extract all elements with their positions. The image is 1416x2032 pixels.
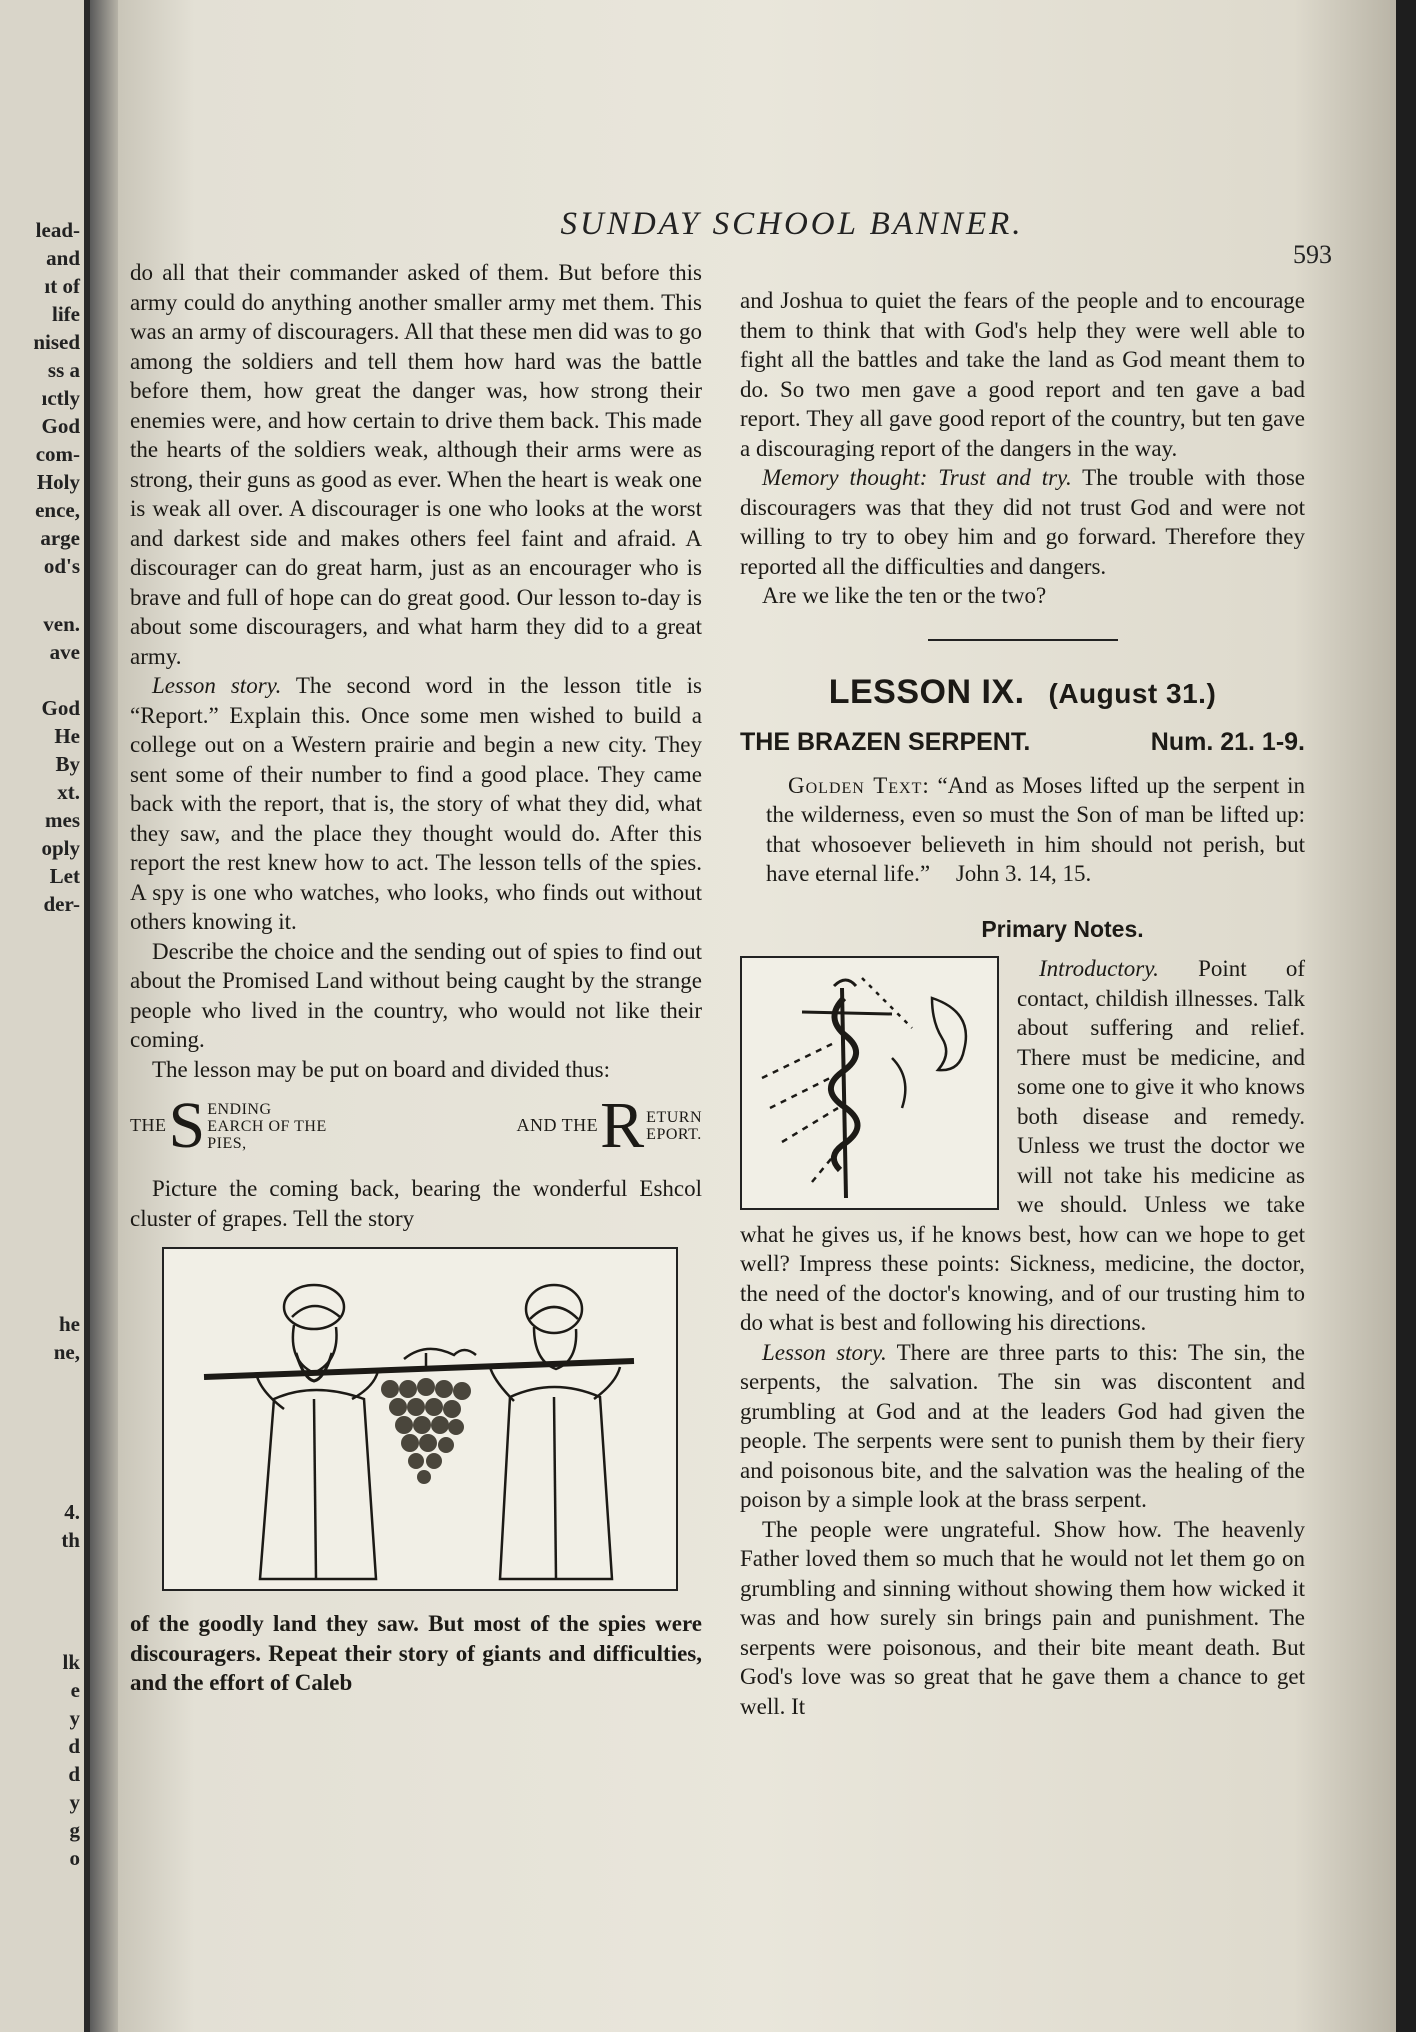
board-return-group xyxy=(516,1089,702,1162)
right-paragraph-5 xyxy=(740,1338,1305,1515)
previous-page-fragment: ıctly xyxy=(41,386,80,410)
lesson-title-line xyxy=(740,725,1305,759)
previous-page-fragment: 4. xyxy=(64,1500,80,1524)
page-edge-shadow xyxy=(1396,0,1416,2032)
board-eturn: ETURN xyxy=(646,1109,702,1126)
left-paragraph-2 xyxy=(130,671,702,937)
previous-page-fragment: and xyxy=(46,246,80,270)
previous-page-fragment: y xyxy=(69,1706,80,1730)
right-paragraph-4-text: Point of contact, childish illnesses. Talk about suffering and relief. There must be medicine, and some one to give it who knows both disease and remedy. Unless we trust the doctor we will not take his medicine as we should. Unless we take what he gives us, if he knows best, how can we hope to get well? Impress these points: Sickness, medicine, the doctor, the need of the doctor's knowing, and of our trusting him to do what is best and following his directions. xyxy=(740,956,1305,1335)
golden-text-label: Golden Text: xyxy=(788,772,930,798)
lesson-title: THE BRAZEN SERPENT. xyxy=(740,727,1031,756)
right-paragraph-6: The people were ungrateful. Show how. The heavenly Father loved them so much that he would not let them go on grumbling and sinning without showing them how wicked it was and how surely sin brings pain and punishment. The serpents were poisonous, and their bite meant death. But God's love was so great that he gave them a chance to get well. It xyxy=(740,1516,1305,1719)
board-pies: PIES, xyxy=(207,1134,247,1152)
previous-page-fragment: der- xyxy=(43,892,80,916)
previous-page-fragment: com- xyxy=(35,442,80,466)
board-outline xyxy=(130,1089,702,1162)
previous-page-fragment: ss a xyxy=(47,358,80,382)
previous-page-fragment: o xyxy=(69,1846,80,1870)
previous-page-fragment: ven. xyxy=(43,612,80,636)
previous-page-fragment: He xyxy=(54,724,80,748)
previous-page-fragment: y xyxy=(69,1790,80,1814)
board-eport: EPORT. xyxy=(646,1126,702,1143)
golden-text xyxy=(740,771,1305,889)
previous-page-fragment: lk xyxy=(62,1650,80,1674)
previous-page-fragment: ıt of xyxy=(44,274,80,298)
right-paragraph-2-text: The trouble with those discouragers was that they did not trust God and were not willing to try to obey him and go forward. Therefore they reported all the difficulties and dangers. xyxy=(740,465,1305,579)
previous-page-fragment: e xyxy=(70,1678,80,1702)
previous-page-fragment: God xyxy=(41,696,80,720)
previous-page-fragment: Holy xyxy=(36,470,80,494)
memory-thought-label: Memory thought: Trust and try. xyxy=(762,465,1072,490)
previous-page-edge xyxy=(0,0,90,2032)
lesson-scripture-ref: Num. 21. 1-9. xyxy=(1150,727,1305,756)
previous-page-fragment: d xyxy=(68,1762,80,1786)
board-earch-of-the: EARCH OF THE xyxy=(207,1117,327,1135)
previous-page-fragment: ence, xyxy=(35,498,80,522)
previous-page-fragment: th xyxy=(61,1528,80,1552)
right-paragraph-5-text: There are three parts to this: The sin, the serpents, the salvation. The sin was discontent and grumbling at God and at the leaders God had given the people. The serpents were sent to punish them by their fiery and poisonous bite, and the salvation was the healing of the poison by a simple look at the brass serpent. xyxy=(740,1339,1306,1512)
previous-page-fragment: lead- xyxy=(35,218,80,242)
golden-text-ref: John 3. 14, 15. xyxy=(955,861,1092,886)
previous-page-fragment: nised xyxy=(33,330,80,354)
previous-page-fragment: xt. xyxy=(57,780,80,804)
previous-page-fragment: d xyxy=(68,1734,80,1758)
previous-page-fragment: life xyxy=(52,302,80,326)
left-paragraph-1: do all that their commander asked of them. But before this army could do anything another smaller army met them. This was an army of discouragers. All that these men did was to go among the soldiers and tell them how hard was the battle before them, how great the danger was, how strong their enemies were, and how certain to drive them back. This made the hearts of the soldiers weak, although their arms were as strong, their guns as good as ever. When the heart is weak one is weak all over. A discourager is one who looks at the worst and darkest side and makes others feel faint and afraid. A discourager can do great harm, just as an encourager who is brave and full of hope can do great good. Our lesson to-day is about some discouragers, and what harm they did to a great army. xyxy=(130,260,702,669)
running-head: SUNDAY SCHOOL BANNER. xyxy=(560,206,1024,242)
previous-page-fragment: mes xyxy=(45,808,80,832)
left-paragraph-5: Picture the coming back, bearing the wonderful Eshcol cluster of grapes. Tell the story xyxy=(130,1176,702,1231)
book-gutter xyxy=(90,0,120,2032)
right-paragraph-1: and Joshua to quiet the fears of the people and to encourage them to think that with God's help they were well able to fight all the battles and take the land as God meant them to do. So two men gave a good report and ten gave a bad report. They all gave good report of the country, but ten gave a discouraging report of the dangers in the way. xyxy=(740,288,1305,461)
previous-page-fragment: ave xyxy=(49,640,80,664)
left-caption: of the goodly land they saw. But most of the spies were discouragers. Repeat their story of giants and difficulties, and the effort of Caleb xyxy=(130,1611,702,1695)
lesson-number: LESSON IX. xyxy=(828,672,1025,711)
introductory-label: Introductory. xyxy=(1039,956,1159,981)
board-dropcap-s: S xyxy=(168,1089,206,1162)
left-paragraph-4: The lesson may be put on board and divided thus: xyxy=(152,1056,611,1082)
previous-page-fragment: arge xyxy=(40,526,80,550)
spies-illustration-drawing xyxy=(164,1249,676,1589)
lesson-heading xyxy=(740,671,1305,715)
spies-carrying-grapes-illustration xyxy=(162,1247,678,1591)
lesson-date: (August 31.) xyxy=(1048,677,1217,709)
left-paragraph-3: Describe the choice and the sending out of spies to find out about the Promised Land without being caught by the strange people who lived in the country, who would not like their coming. xyxy=(130,938,702,1052)
serpent-drawing xyxy=(742,958,997,1208)
right-paragraph-3: Are we like the ten or the two? xyxy=(762,583,1047,608)
right-column xyxy=(740,286,1305,1721)
board-return-stack xyxy=(646,1109,702,1143)
left-column xyxy=(130,258,702,1698)
previous-page-fragment: od's xyxy=(43,554,80,578)
previous-page-fragment: God xyxy=(41,414,80,438)
lesson-story-label: Lesson story. xyxy=(152,673,282,698)
board-the-1: THE xyxy=(130,1115,167,1136)
page-number: 593 xyxy=(1293,240,1332,269)
previous-page-fragment: g xyxy=(69,1818,80,1842)
golden-text-quote: “And as Moses lifted up the serpent in the wilderness, even so must the Son of man be lifted up: that whosoever believeth in him should not perish, but have eternal life.” xyxy=(766,772,1306,886)
previous-page-fragment: he xyxy=(59,1312,80,1336)
section-divider xyxy=(928,639,1118,641)
board-sending-group xyxy=(130,1089,327,1162)
previous-page-fragment: By xyxy=(55,752,80,776)
right-paragraph-2 xyxy=(740,463,1305,581)
primary-notes-heading: Primary Notes. xyxy=(981,915,1144,942)
previous-page-fragment: oply xyxy=(41,836,80,860)
board-ending: ENDING xyxy=(207,1100,272,1118)
board-and-the: AND THE xyxy=(516,1115,599,1136)
brazen-serpent-illustration xyxy=(740,956,999,1210)
previous-page-fragment: Let xyxy=(49,864,80,888)
right-lesson-story-label: Lesson story. xyxy=(762,1339,887,1365)
previous-page-fragment: ne, xyxy=(53,1340,80,1364)
left-paragraph-2-text: The second word in the lesson title is “Report.” Explain this. Once some men wished to build a college out on a Western prairie and begin a new city. They sent some of their number to find a good place. They came back with the report, that is, the story of what they did, what they saw, and the place they thought would do. After this report the rest knew how to act. The lesson tells of the spies. A spy is one who watches, who looks, who finds out without others knowing it. xyxy=(130,673,702,934)
board-sending-stack xyxy=(207,1101,327,1152)
board-dropcap-r: R xyxy=(600,1089,645,1162)
